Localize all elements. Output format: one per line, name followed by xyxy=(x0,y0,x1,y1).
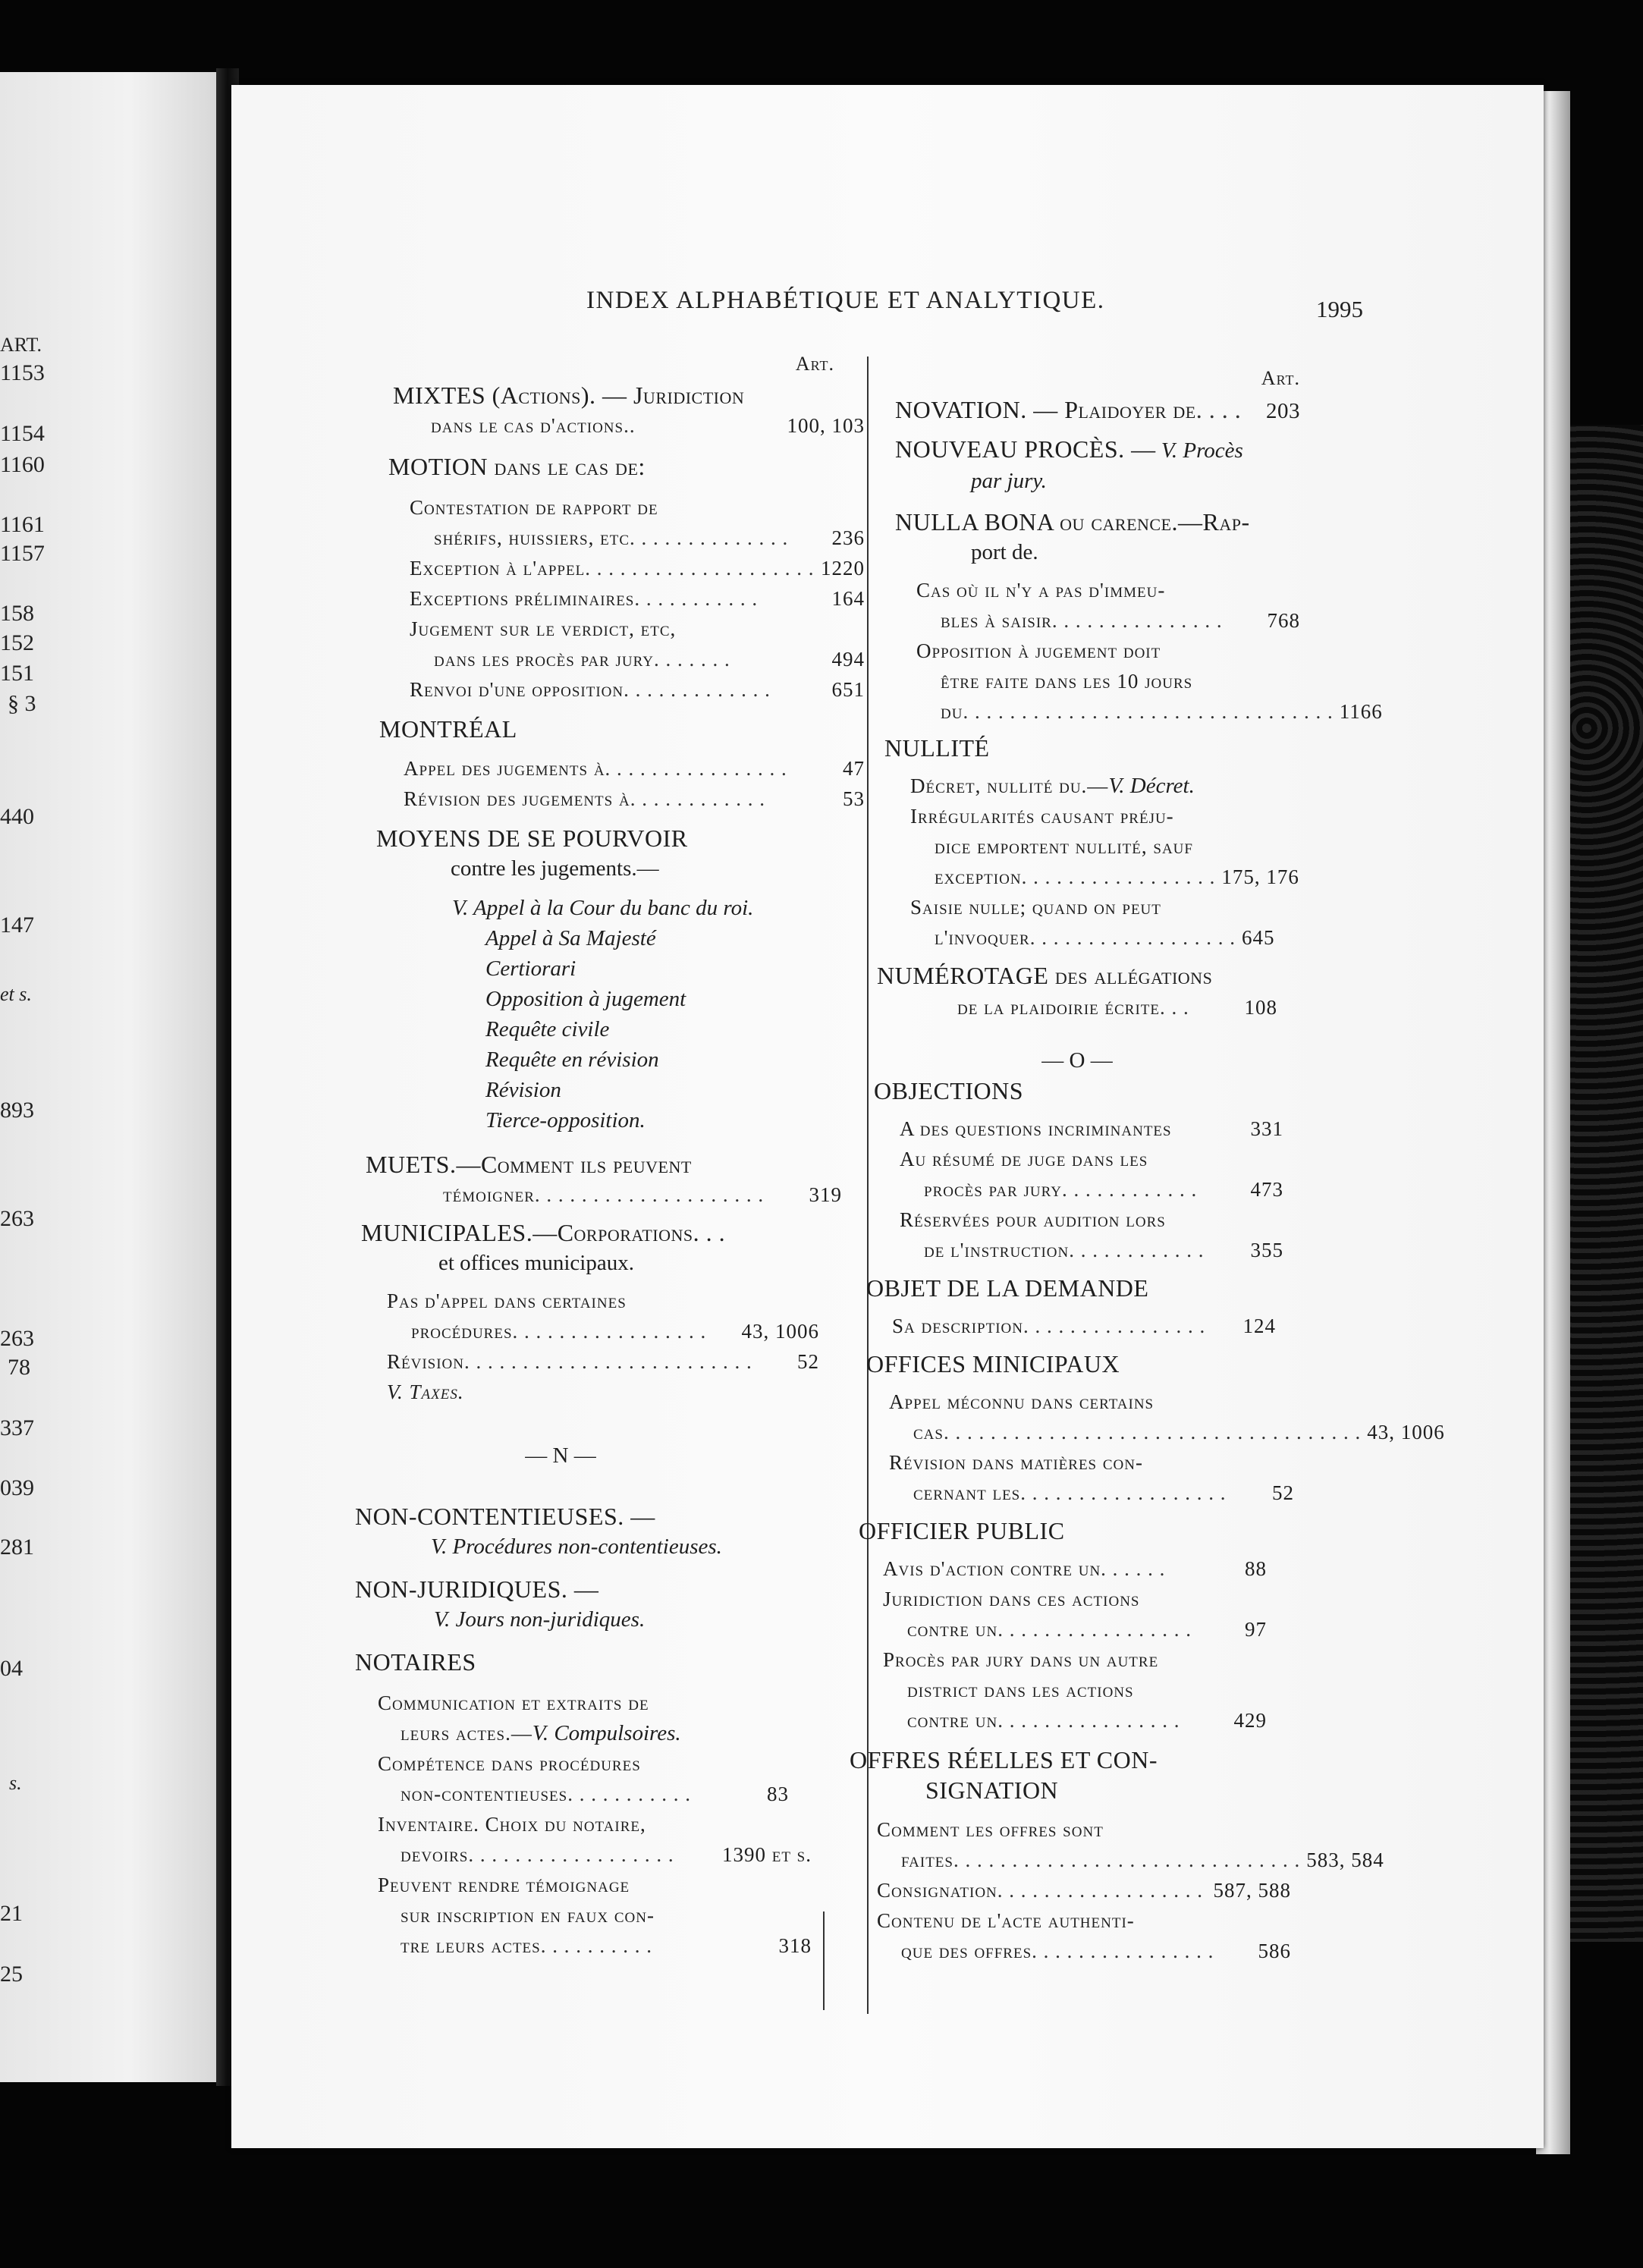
entry-text: Appel des jugements à xyxy=(404,757,605,780)
entry-text: Sa description xyxy=(892,1315,1023,1337)
article-number: 100, 103 xyxy=(787,414,865,437)
leader-dots: . . . . . . . . . . . . . . . . . . . . xyxy=(534,1183,765,1206)
article-number: 108 xyxy=(1244,996,1277,1019)
entry-line xyxy=(355,1180,865,1210)
index-subentry xyxy=(355,1286,865,1407)
article-number: 319 xyxy=(809,1183,842,1206)
index-entry xyxy=(355,714,865,744)
cross-reference: Appel à Sa Majesté xyxy=(485,926,656,950)
entry-heading: OBJET DE LA DEMANDE xyxy=(866,1274,1149,1302)
left-art-label: ART. xyxy=(0,334,42,356)
index-subentry xyxy=(355,492,865,705)
entry-text: du xyxy=(941,700,963,723)
leader-dots: . . . . . . . . . . . . . xyxy=(624,678,771,701)
entry-heading: MOTION dans le cas de: xyxy=(388,453,646,480)
leader-dots: . . . . . . . . . . . . . . . . . xyxy=(1021,865,1216,888)
index-entry xyxy=(850,1516,1305,1546)
left-number: 21 xyxy=(0,1901,23,1926)
entry-text: district dans les actions xyxy=(907,1679,1134,1701)
entry-text: sur inscription en faux con- xyxy=(401,1904,655,1927)
article-number: 175, 176 xyxy=(1221,865,1299,888)
entry-heading: NULLITÉ xyxy=(884,734,990,762)
leader-dots: . . . . . . xyxy=(1101,1557,1166,1580)
entry-line xyxy=(387,1316,819,1346)
entry-heading: NOVATION. — Plaidoyer de xyxy=(895,396,1196,423)
article-number: 355 xyxy=(1250,1239,1283,1261)
entry-text: Pas d'appel dans certaines xyxy=(387,1289,627,1312)
letter-divider-o: — O — xyxy=(1041,1048,1113,1073)
entry-text: Contenu de l'acte authenti- xyxy=(877,1909,1135,1932)
article-number: 47 xyxy=(843,757,865,780)
leader-dots: . . . . . . . . . . . . . . . . xyxy=(997,1709,1180,1732)
entry-heading: OFFICES MINICIPAUX xyxy=(866,1350,1120,1377)
entry-text: bles à saisir xyxy=(941,609,1052,632)
entry-line xyxy=(410,523,865,553)
article-number: 768 xyxy=(1267,609,1300,632)
left-number: 152 xyxy=(0,630,34,655)
left-number: 04 xyxy=(0,1656,23,1681)
article-number: 53 xyxy=(843,787,865,810)
leader-dots: . . . . . . . . . . . . . . . . . . . . . . . . . xyxy=(464,1350,752,1373)
article-number: 645 xyxy=(1241,926,1275,949)
index-entry xyxy=(355,1149,865,1210)
leader-dots: . . . . . . . . . . . . . . xyxy=(630,526,789,549)
entry-text: dice emportent nullité, sauf xyxy=(935,835,1193,858)
left-number: 158 xyxy=(0,601,34,626)
index-entry xyxy=(355,1217,865,1278)
article-number: 203 xyxy=(1266,399,1300,423)
entry-text: A des questions incriminantes xyxy=(900,1117,1172,1140)
cross-reference: Requête en révision xyxy=(485,1048,659,1072)
left-number: 263 xyxy=(0,1326,34,1351)
index-entry xyxy=(355,451,865,482)
left-number: et s. xyxy=(0,983,32,1005)
left-number: § 3 xyxy=(8,691,36,716)
entry-heading: NOUVEAU PROCÈS. — xyxy=(895,435,1156,463)
entry-heading: MONTRÉAL xyxy=(379,715,517,743)
cross-reference: Opposition à jugement xyxy=(485,987,686,1011)
entry-text: port de. xyxy=(971,540,1038,564)
article-number: 52 xyxy=(797,1350,819,1373)
left-number: 147 xyxy=(0,913,34,938)
cross-reference: Tierce-opposition. xyxy=(485,1108,646,1132)
cross-reference: V. Taxes. xyxy=(387,1381,464,1403)
cross-reference: V. Appel à la Cour du banc du roi. xyxy=(452,896,754,920)
art-label: Art. xyxy=(795,353,834,375)
entry-line xyxy=(877,1875,1291,1905)
left-number: 281 xyxy=(0,1535,34,1560)
entry-text: Compétence dans procédures xyxy=(378,1752,641,1775)
leader-dots: . . . . . . . . . . . xyxy=(567,1783,691,1805)
left-number: 1160 xyxy=(0,452,45,477)
entry-text: cernant les xyxy=(913,1481,1021,1504)
index-entry xyxy=(355,823,865,884)
entry-text: Avis d'action contre un xyxy=(883,1557,1101,1580)
entry-text: Réservées pour audition lors xyxy=(900,1208,1166,1231)
leader-dots: .. xyxy=(624,414,636,437)
entry-heading: SIGNATION xyxy=(925,1776,1059,1804)
article-number: 586 xyxy=(1258,1940,1291,1962)
leader-dots: . . . . . . . . . . . . . . . . xyxy=(1023,1315,1206,1337)
cross-reference: V. Jours non-juridiques. xyxy=(434,1607,646,1632)
entry-text: Consignation xyxy=(877,1879,997,1902)
letter-divider-n: — N — xyxy=(525,1443,596,1468)
entry-heading: OFFRES RÉELLES ET CON- xyxy=(850,1746,1158,1773)
leader-dots: . . . . . . . . . . . . . . . . . . . . xyxy=(585,557,815,580)
index-subentry xyxy=(355,1688,865,1961)
article-number: 318 xyxy=(778,1934,812,1957)
entry-line xyxy=(378,1779,812,1809)
cross-reference: Certiorari xyxy=(485,957,576,981)
left-number: 1161 xyxy=(0,512,45,537)
entry-line xyxy=(889,1478,1294,1508)
index-entry xyxy=(355,1501,865,1562)
article-number: 429 xyxy=(1233,1709,1267,1732)
entry-text: Renvoi d'une opposition xyxy=(410,678,624,701)
article-number: 88 xyxy=(1245,1557,1267,1580)
entry-line xyxy=(404,753,865,784)
entry-text: dans les procès par jury xyxy=(434,648,654,671)
cross-reference-list xyxy=(355,893,865,1136)
index-entry xyxy=(850,1349,1305,1379)
entry-text: de l'instruction xyxy=(924,1239,1070,1261)
entry-text: de la plaidoirie écrite xyxy=(957,996,1160,1019)
leader-dots: . . . . . . . . . . . . . . . . . . xyxy=(1020,1481,1227,1504)
article-number: 494 xyxy=(831,648,865,671)
left-number: 263 xyxy=(0,1206,34,1231)
entry-text: Exception à l'appel xyxy=(410,557,586,580)
entry-line xyxy=(877,1936,1291,1966)
entry-text: dans le cas d'actions xyxy=(431,414,624,437)
left-number: 25 xyxy=(0,1962,23,1987)
entry-heading: NON-JURIDIQUES. — xyxy=(355,1575,599,1603)
left-number: 1157 xyxy=(0,541,45,566)
article-number: 473 xyxy=(1250,1178,1283,1201)
article-number: 331 xyxy=(1250,1117,1283,1140)
leader-dots: . . . . . . . . . . . . . . . . . xyxy=(997,1618,1192,1641)
article-number: 52 xyxy=(1272,1481,1294,1504)
leader-dots: . . . . . . . . . . . . . . . . . . xyxy=(1029,926,1236,949)
entry-text: Révision xyxy=(387,1350,464,1373)
entry-text: Opposition à jugement doit xyxy=(916,639,1161,662)
entry-text: Procès par jury dans un autre xyxy=(883,1648,1159,1671)
entry-text: être faite dans les 10 jours xyxy=(941,670,1193,693)
entry-line xyxy=(404,784,865,814)
left-number: 337 xyxy=(0,1415,34,1440)
entry-heading: NULLA BONA ou carence.—Rap- xyxy=(895,508,1250,536)
entry-line xyxy=(850,992,1277,1022)
left-number: 039 xyxy=(0,1475,34,1500)
entry-heading: NOTAIRES xyxy=(355,1648,476,1676)
entry-line xyxy=(378,1839,812,1870)
index-subentry xyxy=(850,1553,1305,1736)
article-number: 1220 xyxy=(821,557,865,580)
left-number: 1153 xyxy=(0,360,45,385)
entry-line xyxy=(916,696,1383,727)
article-number: 97 xyxy=(1245,1618,1267,1641)
entry-line xyxy=(387,1346,819,1377)
article-number: 43, 1006 xyxy=(741,1320,819,1343)
cross-reference: Révision xyxy=(485,1078,561,1102)
entry-line xyxy=(900,1174,1283,1205)
entry-text: Jugement sur le verdict, etc, xyxy=(410,617,677,640)
leader-dots: . . . . . . . . . . . . . . . . . xyxy=(512,1320,707,1343)
index-subentry xyxy=(355,753,865,814)
leader-dots: . . . . . . . . . . . . . . . . . . . . . . . . . . . . . . . . . . . . xyxy=(943,1421,1362,1443)
entry-text: tre leurs actes xyxy=(401,1934,541,1957)
entry-heading: OBJECTIONS xyxy=(874,1077,1024,1104)
cross-reference: V. Procès xyxy=(1161,438,1243,463)
article-number: 1166 xyxy=(1339,700,1383,723)
entry-line xyxy=(850,960,1277,992)
entry-line xyxy=(850,394,1305,426)
entry-line xyxy=(900,1235,1283,1265)
index-entry xyxy=(355,1647,865,1677)
cross-reference: par jury. xyxy=(971,469,1047,493)
index-entry xyxy=(850,1076,1305,1106)
leader-dots: . . . . . . . . . . . . xyxy=(630,787,765,810)
entry-text: exception xyxy=(935,865,1022,888)
entry-line xyxy=(410,644,865,674)
index-subentry xyxy=(850,771,1305,953)
entry-line xyxy=(910,922,1275,953)
entry-text: que des offres xyxy=(901,1940,1032,1962)
entry-text: Saisie nulle; quand on peut xyxy=(910,896,1161,919)
entry-line xyxy=(410,553,865,583)
article-number: 587, 588 xyxy=(1213,1879,1291,1902)
article-number: 651 xyxy=(831,678,865,701)
entry-heading: NUMÉROTAGE des allégations xyxy=(877,962,1213,989)
leader-dots: . . . . . . . . . . . . . . . . . . . . . . . . . . . . . . . . xyxy=(963,700,1334,723)
entry-line xyxy=(889,1417,1445,1447)
entry-line xyxy=(410,583,865,614)
index-entry xyxy=(850,507,1305,567)
entry-text: Appel méconnu dans certains xyxy=(889,1390,1154,1413)
left-number: 151 xyxy=(0,661,34,686)
index-subentry xyxy=(850,1814,1384,1966)
entry-line xyxy=(378,1930,812,1961)
running-head: INDEX ALPHABÉTIQUE ET ANALYTIQUE. xyxy=(586,287,1105,314)
left-number: 78 xyxy=(8,1355,30,1380)
entry-text: leurs actes.— xyxy=(401,1722,532,1745)
column-divider-lower xyxy=(823,1911,825,2010)
leader-dots: . . . . . . . . . . . . xyxy=(1061,1178,1198,1201)
entry-text: cas xyxy=(913,1421,944,1443)
entry-heading: NON-CONTENTIEUSES. — xyxy=(355,1503,655,1530)
article-number: 1390 et s. xyxy=(721,1843,812,1866)
entry-line xyxy=(916,605,1300,636)
entry-heading: OFFICIER PUBLIC xyxy=(859,1517,1065,1544)
article-number: 43, 1006 xyxy=(1367,1421,1445,1443)
index-subentry xyxy=(850,1114,1305,1265)
index-entry xyxy=(850,1273,1305,1303)
left-number: s. xyxy=(9,1772,22,1794)
article-number: 583, 584 xyxy=(1306,1849,1384,1871)
entry-text: Comment les offres sont xyxy=(877,1818,1104,1841)
entry-text: Décret, nullité du.— xyxy=(910,774,1109,797)
entry-text: l'invoquer xyxy=(935,926,1030,949)
leader-dots: . . . xyxy=(1160,996,1189,1019)
entry-line xyxy=(883,1705,1267,1736)
entry-text: procès par jury xyxy=(924,1178,1062,1201)
entry-text: Cas où il n'y a pas d'immeu- xyxy=(916,579,1166,602)
entry-text: Exceptions préliminaires xyxy=(410,587,635,610)
index-subentry xyxy=(850,575,1383,727)
entry-line xyxy=(883,1614,1267,1644)
cross-reference: V. Procédures non-contentieuses. xyxy=(431,1535,722,1559)
index-column-right xyxy=(850,357,1445,1966)
entry-heading: MUETS.—Comment ils peuvent xyxy=(366,1151,692,1178)
entry-text: non-contentieuses xyxy=(401,1783,568,1805)
entry-text: et offices municipaux. xyxy=(438,1251,634,1275)
leader-dots: . . . . . . . . . . . . . . . . . . . . . . . . . . . . . . xyxy=(953,1849,1301,1871)
article-number: 164 xyxy=(831,587,865,610)
leader-dots: . . . . . . . . . . xyxy=(540,1934,652,1957)
index-subentry xyxy=(850,1387,1445,1508)
art-label: Art. xyxy=(1261,367,1300,389)
leader-dots: . . . . . . . . . . . xyxy=(634,587,759,610)
entry-text: contre un xyxy=(907,1618,998,1641)
index-entry xyxy=(850,434,1305,496)
left-number: 1154 xyxy=(0,421,45,446)
background-texture xyxy=(1563,425,1643,1942)
leader-dots: . . . . . . . . . . . . xyxy=(1069,1239,1205,1261)
index-entry xyxy=(355,1574,865,1635)
cross-reference: V. Compulsoires. xyxy=(532,1721,681,1745)
leader-dots: . . . . . . . . . . . . . . . . . . xyxy=(997,1879,1204,1902)
index-entry xyxy=(355,380,865,441)
entry-line xyxy=(410,674,865,705)
entry-text: témoigner xyxy=(443,1183,535,1206)
entry-text: Contestation de rapport de xyxy=(410,496,658,519)
entry-line xyxy=(355,410,865,441)
entry-heading: MIXTES (Actions). — Juridiction xyxy=(393,382,745,409)
index-entry xyxy=(850,394,1305,426)
entry-heading: MUNICIPALES.—Corporations. . . xyxy=(361,1219,726,1246)
entry-line xyxy=(910,862,1299,892)
leader-dots: . . . . xyxy=(1195,396,1242,423)
entry-text: faites xyxy=(901,1849,953,1871)
entry-line xyxy=(883,1553,1267,1584)
entry-line xyxy=(850,434,1305,466)
entry-text: shérifs, huissiers, etc xyxy=(434,526,630,549)
entry-text: contre les jugements.— xyxy=(451,856,659,881)
entry-line xyxy=(910,771,1267,801)
entry-text: procédures xyxy=(411,1320,513,1343)
index-entry xyxy=(850,1745,1305,1805)
entry-text: Révision des jugements à xyxy=(404,787,630,810)
index-entry xyxy=(850,960,1305,1022)
page-number: 1995 xyxy=(1316,296,1363,322)
entry-text: devoirs xyxy=(401,1843,469,1866)
article-number: 236 xyxy=(831,526,865,549)
entry-text: Juridiction dans ces actions xyxy=(883,1588,1140,1610)
cross-reference: V. Décret. xyxy=(1108,774,1195,798)
cross-reference: Requête civile xyxy=(485,1017,610,1041)
entry-line xyxy=(378,1718,812,1748)
entry-text: Révision dans matières con- xyxy=(889,1451,1143,1474)
entry-text: Inventaire. Choix du notaire, xyxy=(378,1813,646,1836)
index-column-left xyxy=(355,353,865,1961)
entry-text: Communication et extraits de xyxy=(378,1692,649,1714)
leader-dots: . . . . . . . . . . . . . . . . xyxy=(1032,1940,1214,1962)
entry-text: Irrégularités causant préju- xyxy=(910,805,1174,828)
article-number: 83 xyxy=(767,1783,789,1805)
entry-line xyxy=(900,1114,1283,1144)
entry-text: Au résumé de juge dans les xyxy=(900,1148,1148,1170)
index-entry xyxy=(850,733,1305,763)
leader-dots: . . . . . . . xyxy=(654,648,730,671)
leader-dots: . . . . . . . . . . . . . . . . . . xyxy=(468,1843,674,1866)
entry-line xyxy=(877,1845,1384,1875)
leader-dots: . . . . . . . . . . . . . . . . xyxy=(605,757,787,780)
entry-heading: MOYENS DE SE POURVOIR xyxy=(376,825,688,852)
index-subentry xyxy=(850,1311,1305,1341)
leader-dots: . . . . . . . . . . . . . . . xyxy=(1051,609,1223,632)
entry-text: contre un xyxy=(907,1709,998,1732)
left-number: 893 xyxy=(0,1098,34,1123)
article-number: 124 xyxy=(1242,1315,1276,1337)
entry-text: Peuvent rendre témoignage xyxy=(378,1874,630,1896)
entry-line xyxy=(892,1311,1276,1341)
left-number: 440 xyxy=(0,804,34,829)
